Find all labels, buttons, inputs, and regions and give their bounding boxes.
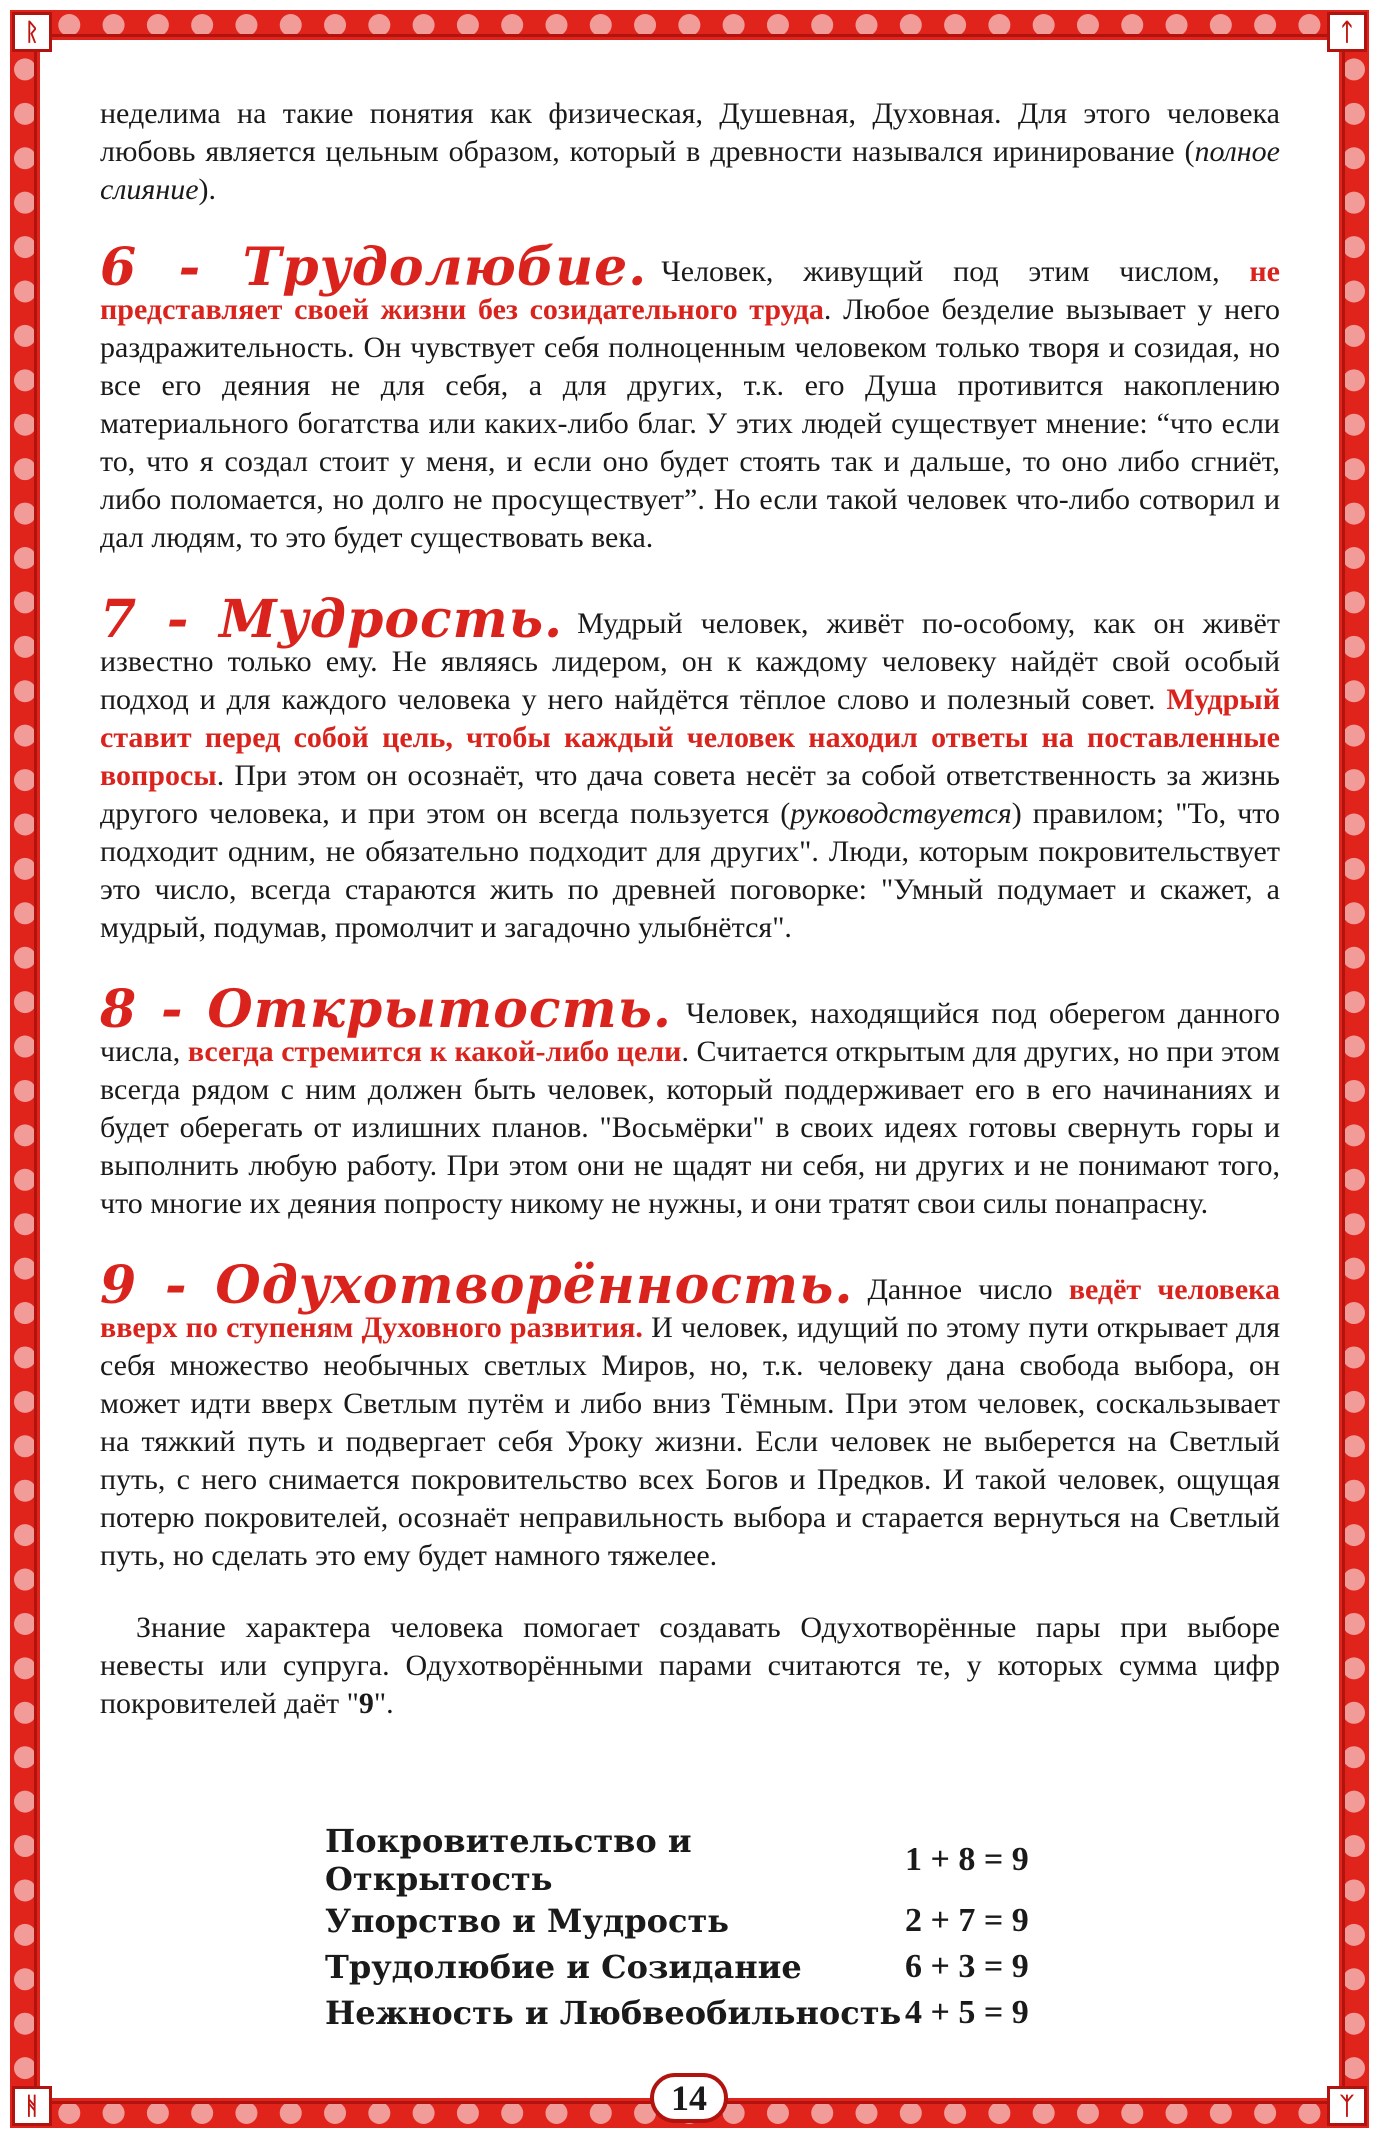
section-9: 9 - Одухотворённость. Данное число ведёт человека вверх по ступеням Духовного развития. И человек, идущий по этому пути открывает для себя множество необычных светлых Миров, но, т.к. человеку дана свобода выбора, он может идти вверх Светлым путём и либо вниз Тёмным. При этом человек, соскальзывает на тяжкий путь и подвергает себя Уроку жизни. Если человек не выберется на Светлый путь, с него снимается покровительство всех Богов и Предков. И такой человек, ощущая потерю покровителей, осознаёт неправильность выбора и старается вернуться на Светлый путь, но сделать это ему будет намного тяжелее. xyxy=(100,1255,1281,1572)
intro-paragraph: неделима на такие понятия как физическая, Душевная, Духовная. Для этого человека любовь является цельным образом, который в древности назывался иринирование (полное слияние). xyxy=(100,97,1280,206)
corner-rune-icon: ᛏ xyxy=(1327,12,1367,52)
page-number: 14 xyxy=(650,2073,728,2123)
table-row: Упорство и Мудрость 2 + 7 = 9 xyxy=(325,1902,1029,1940)
corner-rune-icon: ᚻ xyxy=(12,2086,52,2126)
closing-paragraph: Знание характера человека помогает создавать Одухотворённые пары при выборе невесты или супруга. Одухотворёнными парами считаются те, у которых сумма цифр покровителей даёт "9". xyxy=(100,1611,1280,1720)
table-row: Покровительство и Открытость 1 + 8 = 9 xyxy=(325,1822,1029,1898)
section-8: 8 - Открытость. Человек, находящийся под оберегом данного числа, всегда стремится к какой-либо цели. Считается открытым для других, но при этом всегда рядом с ним должен быть человек, который поддерживает его в его начинаниях и будет оберегать от излишних планов. "Восьмёрки" в своих идеях готовы свернуть горы и выполнить любую работу. При этом они не щадят ни себя, ни других и не понимают того, что многие их деяния попросту никому не нужны, и они тратят свои силы понапрасну. xyxy=(100,979,1280,1220)
section-heading: 6 - Трудолюбие. xyxy=(100,237,648,298)
corner-rune-icon: ᚱ xyxy=(12,12,52,52)
table-row: Трудолюбие и Созидание 6 + 3 = 9 xyxy=(325,1948,1029,1986)
pairs-table xyxy=(325,1822,1029,2036)
page-body xyxy=(100,95,1280,1723)
section-6: 6 - Трудолюбие. Человек, живущий под этим числом, не представляет своей жизни без созидательного труда. Любое безделие вызывает у него раздражительность. Он чувствует себя полноценным человеком только творя и созидая, но все его деяния не для себя, а для других, т.к. его Душа противится накоплению материального богатства или каких-либо благ. У этих людей существует мнение: “что если то, что я создал стоит у меня, и если оно будет стоять так и дальше, то оно либо сгниёт, либо поломается, но долго не просуществует”. Но если такой человек что-либо сотворил и дал людям, то это будет существовать века. xyxy=(100,237,1280,554)
corner-rune-icon: ᛉ xyxy=(1327,2086,1367,2126)
section-7: 7 - Мудрость. Мудрый человек, живёт по-особому, как он живёт известно только ему. Не являясь лидером, он к каждому человеку найдёт свой особый подход и для каждого человека у него найдётся тёплое слово и полезный совет. Мудрый ставит перед собой цель, чтобы каждый человек находил ответы на поставленные вопросы. При этом он осознаёт, что дача совета несёт за собой ответственность за жизнь другого человека, и при этом он всегда пользуется (руководствуется) правилом; "То, что подходит одним, не обязательно подходит для других". Люди, которым покровительствует это число, всегда стараются жить по древней поговорке: "Умный подумает и скажет, а мудрый, подумав, промолчит и загадочно улыбнётся". xyxy=(100,589,1281,944)
section-heading: 7 - Мудрость. xyxy=(100,589,564,650)
section-heading: 8 - Открытость. xyxy=(100,979,672,1040)
table-row: Нежность и Любвеобильность 4 + 5 = 9 xyxy=(325,1994,1029,2032)
section-heading: 9 - Одухотворённость. xyxy=(100,1255,854,1316)
